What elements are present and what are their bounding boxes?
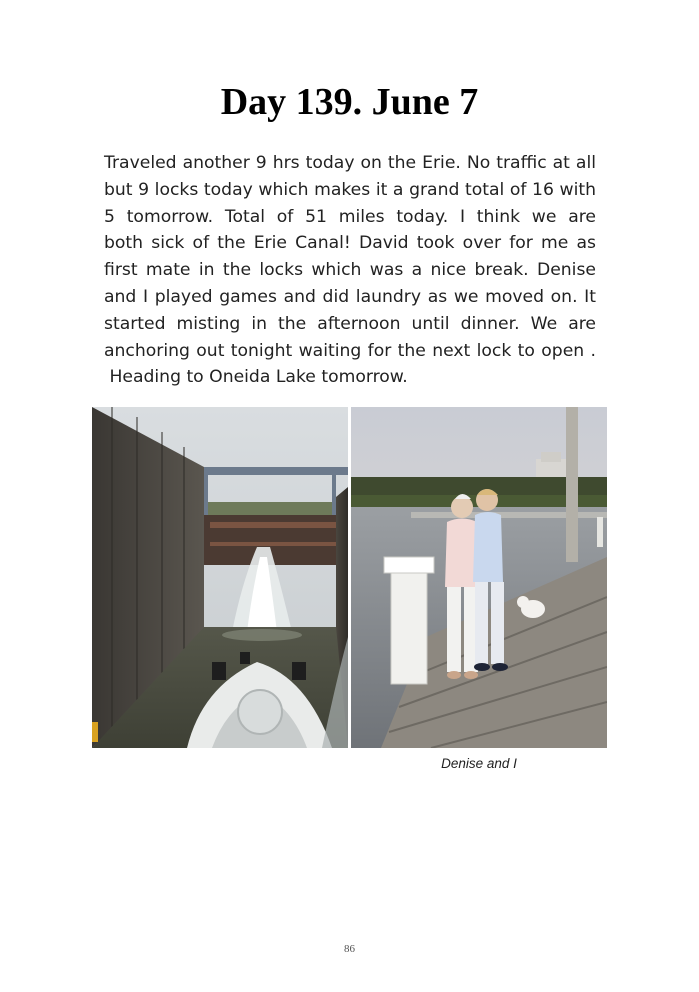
text-line: and I played games and did laundry as we moved on. It <box>104 286 596 307</box>
journal-entry-text <box>104 150 596 391</box>
page-number: 86 <box>344 943 355 955</box>
text-line: anchoring out tonight waiting for the next lock to open . <box>104 340 596 361</box>
page-title: Day 139. June 7 <box>220 81 479 123</box>
text-line: started misting in the afternoon until dinner. We are <box>104 313 596 334</box>
dock-portrait-photo <box>351 407 607 748</box>
photo-caption: Denise and I <box>441 756 517 771</box>
text-line: Traveled another 9 hrs today on the Erie. No traffic at all <box>104 153 596 173</box>
text-line: 5 tomorrow. Total of 51 miles today. I think we are <box>104 206 596 227</box>
text-line: but 9 locks today which makes it a grand total of 16 with <box>104 179 596 200</box>
text-line: both sick of the Erie Canal! David took over for me as <box>104 233 596 254</box>
text-line: Heading to Oneida Lake tomorrow. <box>104 367 408 388</box>
text-line: first mate in the locks which was a nice break. Denise <box>104 260 596 281</box>
lock-chamber-photo <box>92 407 348 748</box>
